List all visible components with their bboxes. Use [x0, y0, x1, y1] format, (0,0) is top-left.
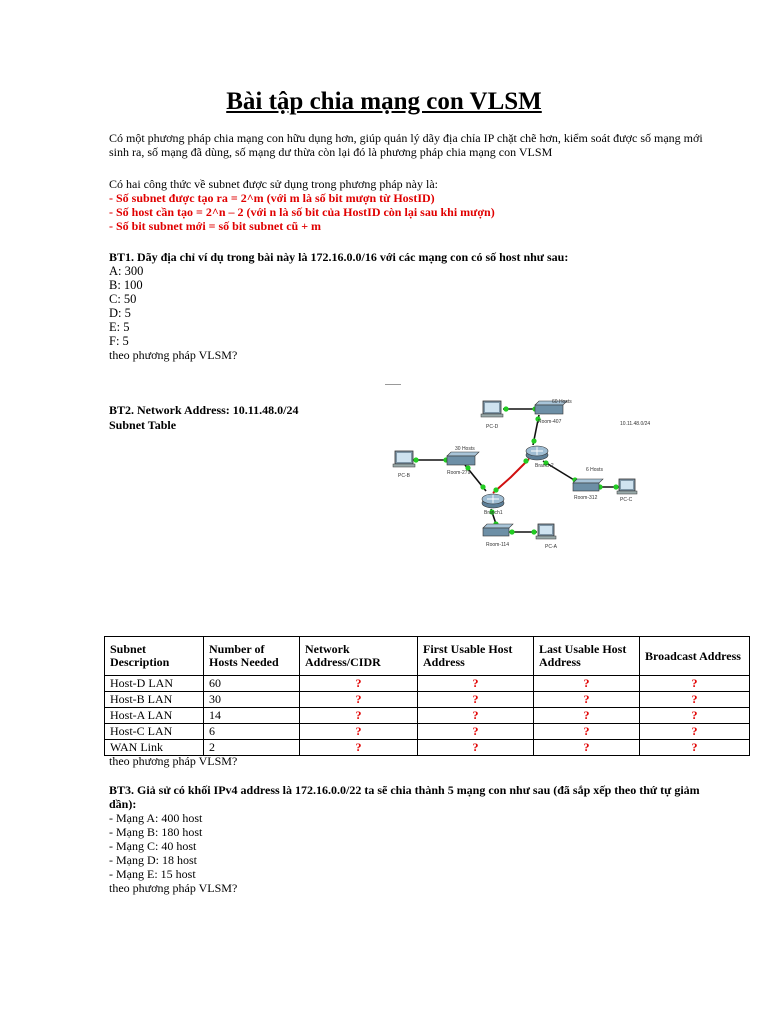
- subnet-table: [104, 636, 750, 756]
- exercise-3-heading: BT3. Giả sử có khối IPv4 address là 172.16.0.0/22 ta sẽ chia thành 5 mạng con như sau (đã sắp xếp theo thứ tự giảm dần):: [109, 783, 700, 811]
- table-row: [105, 676, 750, 692]
- list-item: - Mạng E: 15 host: [109, 867, 196, 881]
- label-60-hosts: 60 Hosts: [552, 399, 572, 405]
- cell-last-host: ?: [534, 708, 640, 724]
- intro-paragraph: Có một phương pháp chia mạng con hữu dụng hơn, giúp quản lý dãy địa chỉa IP chặt chẽ hơn, kiểm soát được số mạng mới sinh ra, số mạng đã dùng, số mạng dư thừa còn lại đó là phương pháp chia mạng con VLSM: [109, 131, 703, 159]
- list-item: D: 5: [109, 306, 131, 320]
- exercise-1-question: theo phương pháp VLSM?: [109, 348, 238, 362]
- label-6-hosts: 6 Hosts: [586, 467, 603, 473]
- cell-broadcast: ?: [640, 708, 750, 724]
- cell-last-host: ?: [534, 676, 640, 692]
- switch-room312-icon: [573, 479, 603, 491]
- formula-line: - Số bit subnet mới = số bit subnet cũ + m: [109, 219, 322, 233]
- cell-network: ?: [300, 724, 418, 740]
- cell-description: Host-B LAN: [105, 692, 204, 708]
- label-branch1: Branch1: [484, 510, 503, 516]
- label-room-312: Room-312: [574, 495, 598, 501]
- cell-description: WAN Link: [105, 740, 204, 756]
- switch-room279-icon: [447, 452, 479, 465]
- list-item: - Mạng C: 40 host: [109, 839, 197, 853]
- formulas-intro: Có hai công thức về subnet được sử dụng trong phương pháp này là:: [109, 177, 438, 191]
- router-branch1-icon: [482, 494, 504, 508]
- cell-last-host: ?: [534, 740, 640, 756]
- cell-network: ?: [300, 708, 418, 724]
- list-item: - Mạng D: 18 host: [109, 853, 197, 867]
- pc-c-icon: [617, 479, 637, 494]
- table-header-row: [105, 637, 750, 676]
- column-header: Network Address/CIDR: [300, 637, 418, 676]
- cell-description: Host-D LAN: [105, 676, 204, 692]
- cell-hosts: 14: [204, 708, 300, 724]
- cell-last-host: ?: [534, 692, 640, 708]
- cell-hosts: 6: [204, 724, 300, 740]
- cell-first-host: ?: [418, 692, 534, 708]
- network-topology-diagram: [383, 395, 713, 565]
- switch-room114-icon: [483, 524, 513, 536]
- label-branch2: Branch2: [535, 463, 554, 469]
- cell-first-host: ?: [418, 708, 534, 724]
- cell-network: ?: [300, 692, 418, 708]
- page-title: Bài tập chia mạng con VLSM: [226, 88, 542, 115]
- column-header: Number of Hosts Needed: [204, 637, 300, 676]
- label-network-address: 10.11.48.0/24: [620, 421, 651, 427]
- cell-broadcast: ?: [640, 692, 750, 708]
- cell-first-host: ?: [418, 676, 534, 692]
- formulas-section: [109, 177, 709, 233]
- cell-hosts: 60: [204, 676, 300, 692]
- list-item: C: 50: [109, 292, 137, 306]
- table-row: [105, 708, 750, 724]
- exercise-1: [109, 250, 709, 362]
- column-header: First Usable Host Address: [418, 637, 534, 676]
- exercise-2-question: theo phương pháp VLSM?: [109, 754, 238, 768]
- list-item: B: 100: [109, 278, 143, 292]
- label-room-114: Room-114: [486, 542, 509, 548]
- cell-hosts: 2: [204, 740, 300, 756]
- cell-broadcast: ?: [640, 676, 750, 692]
- cell-network: ?: [300, 740, 418, 756]
- cell-first-host: ?: [418, 740, 534, 756]
- cell-first-host: ?: [418, 724, 534, 740]
- list-item: - Mạng B: 180 host: [109, 825, 203, 839]
- cell-description: Host-C LAN: [105, 724, 204, 740]
- list-item: E: 5: [109, 320, 130, 334]
- exercise-3: [109, 783, 709, 895]
- label-30-hosts: 30 Hosts: [455, 446, 475, 452]
- pc-d-icon: [481, 401, 503, 417]
- serial-link-branch1-branch2: [493, 459, 529, 493]
- router-branch2-icon: [526, 446, 548, 460]
- exercise-2-heading: BT2. Network Address: 10.11.48.0/24: [109, 403, 299, 417]
- column-header: Broadcast Address: [640, 637, 750, 676]
- formula-line: - Số host cần tạo = 2^n – 2 (với n là số bit của HostID còn lại sau khi mượn): [109, 205, 495, 219]
- cell-broadcast: ?: [640, 740, 750, 756]
- cell-last-host: ?: [534, 724, 640, 740]
- exercise-3-question: theo phương pháp VLSM?: [109, 881, 238, 895]
- pc-b-icon: [393, 451, 415, 467]
- label-room-279: Room-279: [447, 470, 471, 476]
- pc-a-icon: [536, 524, 556, 539]
- cell-hosts: 30: [204, 692, 300, 708]
- label-pc-b: PC-B: [398, 473, 410, 479]
- formula-line: - Số subnet được tạo ra = 2^m (với m là số bit mượn từ HostID): [109, 191, 435, 205]
- list-item: - Mạng A: 400 host: [109, 811, 203, 825]
- column-header: Subnet Description: [105, 637, 204, 676]
- exercise-1-heading: BT1. Dãy địa chỉ ví dụ trong bài này là 172.16.0.0/16 với các mạng con có số host như sau:: [109, 250, 569, 264]
- cell-description: Host-A LAN: [105, 708, 204, 724]
- label-pc-d: PC-D: [486, 424, 499, 430]
- cell-network: ?: [300, 676, 418, 692]
- label-pc-c: PC-C: [620, 497, 633, 503]
- exercise-2-subheading: Subnet Table: [109, 418, 177, 432]
- divider-mark: [385, 384, 401, 385]
- exercise-1-list: [109, 264, 709, 348]
- table-row: [105, 692, 750, 708]
- list-item: A: 300: [109, 264, 144, 278]
- column-header: Last Usable Host Address: [534, 637, 640, 676]
- cell-broadcast: ?: [640, 724, 750, 740]
- label-room-407: Room-407: [538, 419, 562, 425]
- list-item: F: 5: [109, 334, 129, 348]
- label-pc-a: PC-A: [545, 544, 557, 550]
- table-row: [105, 724, 750, 740]
- exercise-2-heading-block: [109, 403, 298, 433]
